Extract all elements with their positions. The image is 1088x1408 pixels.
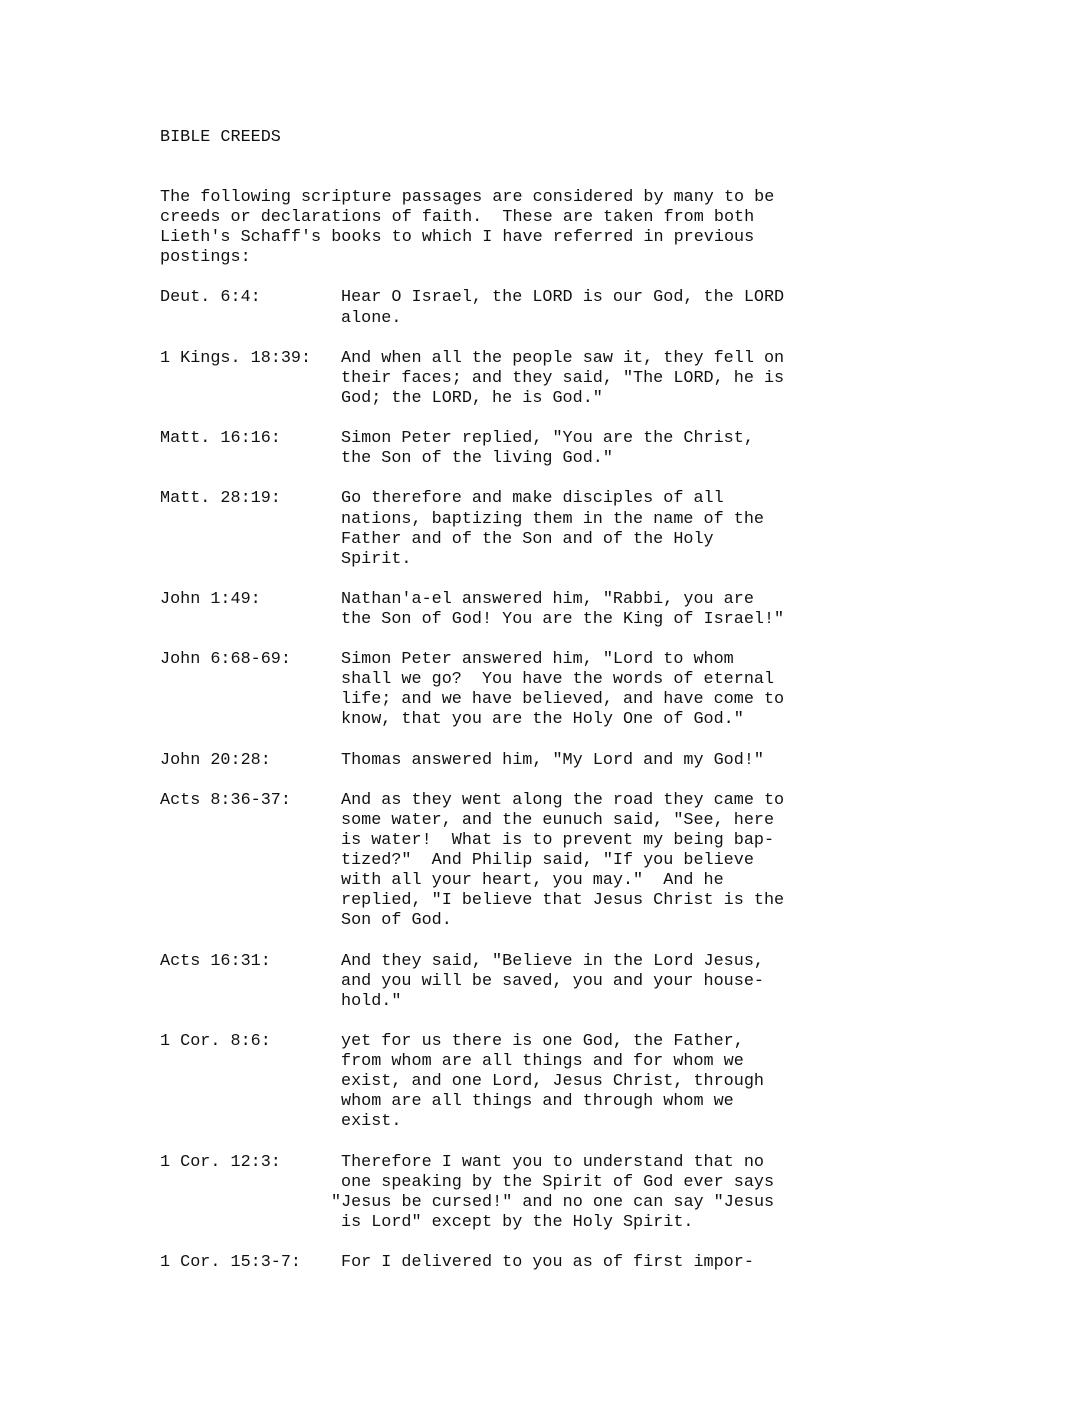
scripture-reference: Matt. 28:19: <box>160 489 281 509</box>
scripture-line: and you will be saved, you and your house- <box>341 971 764 991</box>
scripture-line: God; the LORD, he is God." <box>341 388 603 408</box>
scripture-text <box>331 1152 860 1233</box>
scripture-reference: Matt. 16:16: <box>160 429 281 449</box>
scripture-line: Simon Peter replied, "You are the Christ, <box>341 429 754 449</box>
scripture-text <box>341 952 860 1012</box>
scripture-reference: Acts 8:36-37: <box>160 790 291 810</box>
scripture-reference: 1 Cor. 15:3-7: <box>160 1252 301 1272</box>
scripture-line: exist, and one Lord, Jesus Christ, through <box>341 1072 764 1092</box>
scripture-list <box>160 288 860 1273</box>
scripture-line: yet for us there is one God, the Father, <box>341 1031 744 1051</box>
intro-paragraph <box>160 188 860 268</box>
intro-line: Lieth's Schaff's books to which I have referred in previous <box>160 228 755 248</box>
document-page <box>160 128 860 1293</box>
scripture-line: whom are all things and through whom we <box>341 1092 734 1112</box>
scripture-line: And they said, "Believe in the Lord Jesus, <box>341 951 764 971</box>
scripture-line: the Son of God! You are the King of Israel!" <box>341 609 785 629</box>
scripture-entry <box>160 952 860 1012</box>
scripture-text <box>341 791 860 932</box>
scripture-line: the Son of the living God." <box>341 449 613 469</box>
scripture-line: Hear O Israel, the LORD is our God, the LORD <box>341 288 785 308</box>
scripture-line: with all your heart, you may." And he <box>341 871 724 891</box>
scripture-line: one speaking by the Spirit of God ever says <box>341 1172 775 1192</box>
scripture-reference: 1 Kings. 18:39: <box>160 348 312 368</box>
scripture-line: life; and we have believed, and have come to <box>341 690 785 710</box>
scripture-line: For I delivered to you as of first impor- <box>341 1252 754 1272</box>
scripture-text <box>341 489 860 569</box>
scripture-entry <box>160 1253 860 1273</box>
scripture-reference: 1 Cor. 12:3: <box>160 1152 281 1172</box>
scripture-reference: 1 Cor. 8:6: <box>160 1031 271 1051</box>
document-title: BIBLE CREEDS <box>160 128 281 147</box>
scripture-reference: John 20:28: <box>160 750 271 770</box>
scripture-line: Spirit. <box>341 549 412 569</box>
scripture-line: know, that you are the Holy One of God." <box>341 710 744 730</box>
scripture-entry <box>160 489 860 569</box>
scripture-line: Son of God. <box>341 911 452 931</box>
scripture-line: from whom are all things and for whom we <box>341 1052 744 1072</box>
scripture-line: is water! What is to prevent my being bap- <box>341 831 775 850</box>
scripture-line: Nathan'a-el answered him, "Rabbi, you are <box>341 589 754 609</box>
scripture-text <box>341 288 860 328</box>
scripture-line: is Lord" except by the Holy Spirit. <box>341 1212 694 1232</box>
scripture-text <box>341 751 860 771</box>
scripture-line: tized?" And Philip said, "If you believe <box>341 851 754 871</box>
scripture-entry <box>160 1153 860 1233</box>
scripture-reference: John 6:68-69: <box>160 650 291 670</box>
scripture-line: alone. <box>341 308 402 328</box>
scripture-line: nations, baptizing them in the name of the <box>341 509 764 529</box>
scripture-entry <box>160 288 860 328</box>
scripture-reference: Deut. 6:4: <box>160 288 261 308</box>
scripture-entry <box>160 650 860 730</box>
intro-line: postings: <box>160 248 251 268</box>
scripture-entry <box>160 751 860 771</box>
scripture-entry <box>160 429 860 469</box>
scripture-entry <box>160 590 860 630</box>
scripture-reference: Acts 16:31: <box>160 951 271 971</box>
scripture-entry <box>160 349 860 409</box>
scripture-line: Simon Peter answered him, "Lord to whom <box>341 650 734 670</box>
scripture-line: exist. <box>341 1112 402 1132</box>
scripture-line: hold." <box>341 991 402 1011</box>
intro-line: creeds or declarations of faith. These are taken from both <box>160 208 755 228</box>
scripture-text <box>341 590 860 630</box>
scripture-text <box>341 429 860 469</box>
scripture-line: their faces; and they said, "The LORD, he is <box>341 368 785 388</box>
scripture-entry <box>160 1032 860 1132</box>
scripture-line: some water, and the eunuch said, "See, here <box>341 810 775 830</box>
scripture-line: Go therefore and make disciples of all <box>341 489 724 509</box>
scripture-line: replied, "I believe that Jesus Christ is the <box>341 891 785 911</box>
scripture-line: "Jesus be cursed!" and no one can say "Jesus <box>331 1192 775 1212</box>
scripture-line: Therefore I want you to understand that no <box>341 1152 764 1172</box>
scripture-text <box>341 349 860 409</box>
intro-line: The following scripture passages are considered by many to be <box>160 188 775 208</box>
scripture-line: And as they went along the road they came to <box>341 790 785 810</box>
scripture-line: Thomas answered him, "My Lord and my God!" <box>341 750 764 770</box>
scripture-text <box>341 650 860 730</box>
scripture-line: Father and of the Son and of the Holy <box>341 529 714 549</box>
scripture-line: shall we go? You have the words of eternal <box>341 670 775 690</box>
scripture-text <box>341 1253 860 1273</box>
scripture-text <box>341 1032 860 1132</box>
scripture-reference: John 1:49: <box>160 589 261 609</box>
scripture-line: And when all the people saw it, they fell on <box>341 348 785 368</box>
scripture-entry <box>160 791 860 932</box>
